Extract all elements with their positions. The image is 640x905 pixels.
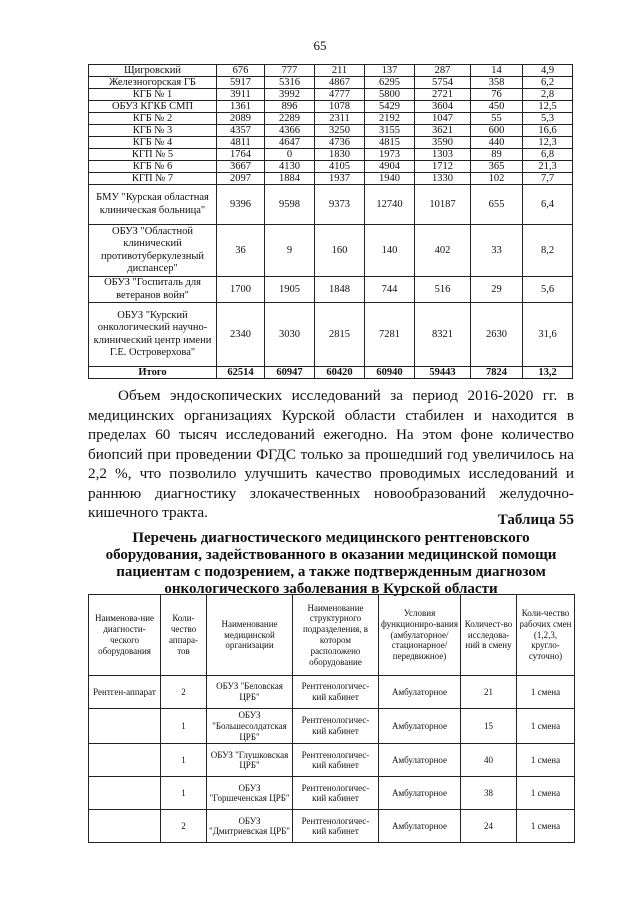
value-cell: 1700 <box>217 277 265 303</box>
table-row <box>89 113 573 125</box>
value-cell: 3911 <box>217 89 265 101</box>
value-cell: 3030 <box>265 303 315 367</box>
value-cell: 1905 <box>265 277 315 303</box>
value-cell: 402 <box>415 225 471 277</box>
exams-cell: 15 <box>461 709 517 744</box>
total-cell: 7824 <box>471 367 523 379</box>
value-cell: 3250 <box>315 125 365 137</box>
table-row <box>89 810 575 843</box>
value-cell: 1884 <box>265 173 315 185</box>
org-cell: КГБ № 4 <box>89 137 217 149</box>
value-cell: 2,8 <box>523 89 573 101</box>
value-cell: 896 <box>265 101 315 113</box>
value-cell: 2289 <box>265 113 315 125</box>
value-cell: 1330 <box>415 173 471 185</box>
count-cell: 1 <box>161 777 207 810</box>
shifts-cell: 1 смена <box>517 810 575 843</box>
value-cell: 5429 <box>365 101 415 113</box>
value-cell: 365 <box>471 161 523 173</box>
value-cell: 7281 <box>365 303 415 367</box>
value-cell: 8321 <box>415 303 471 367</box>
table-row <box>89 65 573 77</box>
value-cell: 160 <box>315 225 365 277</box>
exams-cell: 21 <box>461 676 517 709</box>
value-cell: 3155 <box>365 125 415 137</box>
org-cell: ОБУЗ "Курский онкологический научно-клинический центр имени Г.Е. Островерхова" <box>89 303 217 367</box>
table-row <box>89 225 573 277</box>
value-cell: 9598 <box>265 185 315 225</box>
value-cell: 1973 <box>365 149 415 161</box>
value-cell: 6,4 <box>523 185 573 225</box>
org-cell: КГБ № 1 <box>89 89 217 101</box>
value-cell: 4815 <box>365 137 415 149</box>
value-cell: 140 <box>365 225 415 277</box>
unit-cell: Рентгенологичес-кий кабинет <box>293 709 379 744</box>
table-row <box>89 676 575 709</box>
value-cell: 440 <box>471 137 523 149</box>
value-cell: 655 <box>471 185 523 225</box>
org-cell: ОБУЗ "Госпиталь для ветеранов войн" <box>89 277 217 303</box>
value-cell: 14 <box>471 65 523 77</box>
value-cell: 2097 <box>217 173 265 185</box>
value-cell: 137 <box>365 65 415 77</box>
value-cell: 1361 <box>217 101 265 113</box>
value-cell: 287 <box>415 65 471 77</box>
value-cell: 10187 <box>415 185 471 225</box>
equipment-cell <box>89 709 161 744</box>
org-cell: ОБУЗ "Областной клинический противотуберкулезный диспансер" <box>89 225 217 277</box>
table-row <box>89 303 573 367</box>
mode-cell: Амбулаторное <box>379 810 461 843</box>
exams-cell: 24 <box>461 810 517 843</box>
value-cell: 3621 <box>415 125 471 137</box>
value-cell: 9 <box>265 225 315 277</box>
org-cell: ОБУЗ "Глушковская ЦРБ" <box>207 744 293 777</box>
value-cell: 5,6 <box>523 277 573 303</box>
value-cell: 12,3 <box>523 137 573 149</box>
shifts-cell: 1 смена <box>517 744 575 777</box>
value-cell: 6,2 <box>523 77 573 89</box>
table-title: Перечень диагностического медицинского рентгеновского оборудования, задействованного в оказании медицинской помощи пациентам с подозрением, а также подтвержденным диагнозом онкологического заболевания в Курской области <box>105 530 557 597</box>
org-cell: КГП № 7 <box>89 173 217 185</box>
value-cell: 3590 <box>415 137 471 149</box>
org-cell: ОБУЗ "Дмитриевская ЦРБ" <box>207 810 293 843</box>
value-cell: 2721 <box>415 89 471 101</box>
equipment-cell <box>89 777 161 810</box>
value-cell: 0 <box>265 149 315 161</box>
value-cell: 2089 <box>217 113 265 125</box>
value-cell: 4811 <box>217 137 265 149</box>
table-row <box>89 89 573 101</box>
shifts-cell: 1 смена <box>517 676 575 709</box>
value-cell: 21,3 <box>523 161 573 173</box>
value-cell: 12740 <box>365 185 415 225</box>
count-cell: 1 <box>161 709 207 744</box>
page-number: 65 <box>313 38 327 53</box>
table-row <box>89 709 575 744</box>
value-cell: 9396 <box>217 185 265 225</box>
value-cell: 358 <box>471 77 523 89</box>
org-cell: КГП № 5 <box>89 149 217 161</box>
value-cell: 33 <box>471 225 523 277</box>
exams-cell: 40 <box>461 744 517 777</box>
value-cell: 5754 <box>415 77 471 89</box>
exams-cell: 38 <box>461 777 517 810</box>
endoscopy-stats-table <box>88 64 573 379</box>
org-cell: ОБУЗ "Большесолдатская ЦРБ" <box>207 709 293 744</box>
value-cell: 4130 <box>265 161 315 173</box>
count-cell: 1 <box>161 744 207 777</box>
value-cell: 777 <box>265 65 315 77</box>
equipment-cell <box>89 744 161 777</box>
table-row <box>89 77 573 89</box>
equipment-cell: Рентген-аппарат <box>89 676 161 709</box>
org-cell: ОБУЗ КГКБ СМП <box>89 101 217 113</box>
value-cell: 1830 <box>315 149 365 161</box>
table-row <box>89 149 573 161</box>
value-cell: 2311 <box>315 113 365 125</box>
table-label: Таблица 55 <box>497 512 574 528</box>
value-cell: 1848 <box>315 277 365 303</box>
value-cell: 1047 <box>415 113 471 125</box>
org-cell: КГБ № 3 <box>89 125 217 137</box>
value-cell: 2340 <box>217 303 265 367</box>
shifts-cell: 1 смена <box>517 709 575 744</box>
value-cell: 2815 <box>315 303 365 367</box>
value-cell: 211 <box>315 65 365 77</box>
unit-cell: Рентгенологичес-кий кабинет <box>293 810 379 843</box>
value-cell: 4105 <box>315 161 365 173</box>
value-cell: 89 <box>471 149 523 161</box>
value-cell: 102 <box>471 173 523 185</box>
value-cell: 1303 <box>415 149 471 161</box>
value-cell: 1940 <box>365 173 415 185</box>
value-cell: 1937 <box>315 173 365 185</box>
table-row <box>89 137 573 149</box>
value-cell: 676 <box>217 65 265 77</box>
column-header: Наименова-ние диагности-ческого оборудования <box>89 595 161 676</box>
total-cell: 60947 <box>265 367 315 379</box>
count-cell: 2 <box>161 810 207 843</box>
org-cell: ОБУЗ "Горшеченская ЦРБ" <box>207 777 293 810</box>
value-cell: 4736 <box>315 137 365 149</box>
value-cell: 5316 <box>265 77 315 89</box>
unit-cell: Рентгенологичес-кий кабинет <box>293 676 379 709</box>
table-row <box>89 101 573 113</box>
shifts-cell: 1 смена <box>517 777 575 810</box>
unit-cell: Рентгенологичес-кий кабинет <box>293 777 379 810</box>
org-cell: БМУ "Курская областная клиническая больница" <box>89 185 217 225</box>
value-cell: 600 <box>471 125 523 137</box>
value-cell: 5,3 <box>523 113 573 125</box>
total-cell: 60420 <box>315 367 365 379</box>
column-header: Наименование структурного подразделения, в котором расположено оборудование <box>293 595 379 676</box>
value-cell: 744 <box>365 277 415 303</box>
mode-cell: Амбулаторное <box>379 709 461 744</box>
value-cell: 4366 <box>265 125 315 137</box>
mode-cell: Амбулаторное <box>379 676 461 709</box>
column-header: Коли-чество аппара-тов <box>161 595 207 676</box>
table-row <box>89 185 573 225</box>
header-row <box>89 595 575 676</box>
value-cell: 4647 <box>265 137 315 149</box>
value-cell: 1712 <box>415 161 471 173</box>
unit-cell: Рентгенологичес-кий кабинет <box>293 744 379 777</box>
value-cell: 4867 <box>315 77 365 89</box>
table-row <box>89 173 573 185</box>
value-cell: 2630 <box>471 303 523 367</box>
value-cell: 36 <box>217 225 265 277</box>
org-cell: КГБ № 2 <box>89 113 217 125</box>
count-cell: 2 <box>161 676 207 709</box>
value-cell: 4,9 <box>523 65 573 77</box>
value-cell: 29 <box>471 277 523 303</box>
value-cell: 2192 <box>365 113 415 125</box>
table-row <box>89 161 573 173</box>
mode-cell: Амбулаторное <box>379 744 461 777</box>
total-cell: 62514 <box>217 367 265 379</box>
total-cell: 59443 <box>415 367 471 379</box>
table-row <box>89 125 573 137</box>
value-cell: 6295 <box>365 77 415 89</box>
column-header: Коли-чество рабочих смен (1,2,3, кругло-суточно) <box>517 595 575 676</box>
org-cell: ОБУЗ "Беловская ЦРБ" <box>207 676 293 709</box>
value-cell: 4777 <box>315 89 365 101</box>
value-cell: 1078 <box>315 101 365 113</box>
value-cell: 16,6 <box>523 125 573 137</box>
value-cell: 3667 <box>217 161 265 173</box>
table-row <box>89 777 575 810</box>
value-cell: 55 <box>471 113 523 125</box>
total-label: Итого <box>89 367 217 379</box>
value-cell: 1764 <box>217 149 265 161</box>
value-cell: 6,8 <box>523 149 573 161</box>
value-cell: 4904 <box>365 161 415 173</box>
org-cell: КГБ № 6 <box>89 161 217 173</box>
value-cell: 3604 <box>415 101 471 113</box>
value-cell: 9373 <box>315 185 365 225</box>
column-header: Количест-во исследова-ний в смену <box>461 595 517 676</box>
value-cell: 450 <box>471 101 523 113</box>
total-row <box>89 367 573 379</box>
column-header: Условия функциониро-вания (амбулаторное/ стационарное/ передвижное) <box>379 595 461 676</box>
body-paragraph: Объем эндоскопических исследований за период 2016-2020 гг. в медицинских организациях Курской области стабилен и находится в пределах 60 тысяч исследований ежегодно. На этом фоне количество биопсий при проведении ФГДС только за прошедший год увеличилось на 2,2 %, что позволило улучшить качество проводимых исследований и раннюю диагностику злокачественных новообразований желудочно-кишечного тракта. <box>88 387 574 521</box>
value-cell: 3992 <box>265 89 315 101</box>
value-cell: 31,6 <box>523 303 573 367</box>
table-row <box>89 744 575 777</box>
value-cell: 516 <box>415 277 471 303</box>
org-cell: Железногорская ГБ <box>89 77 217 89</box>
xray-equipment-table <box>88 594 575 843</box>
org-cell: Щигровский <box>89 65 217 77</box>
mode-cell: Амбулаторное <box>379 777 461 810</box>
column-header: Наименование медицинской организации <box>207 595 293 676</box>
value-cell: 5800 <box>365 89 415 101</box>
value-cell: 7,7 <box>523 173 573 185</box>
table-row <box>89 277 573 303</box>
value-cell: 12,5 <box>523 101 573 113</box>
equipment-cell <box>89 810 161 843</box>
value-cell: 76 <box>471 89 523 101</box>
total-cell: 60940 <box>365 367 415 379</box>
total-cell: 13,2 <box>523 367 573 379</box>
value-cell: 4357 <box>217 125 265 137</box>
value-cell: 8,2 <box>523 225 573 277</box>
value-cell: 5917 <box>217 77 265 89</box>
